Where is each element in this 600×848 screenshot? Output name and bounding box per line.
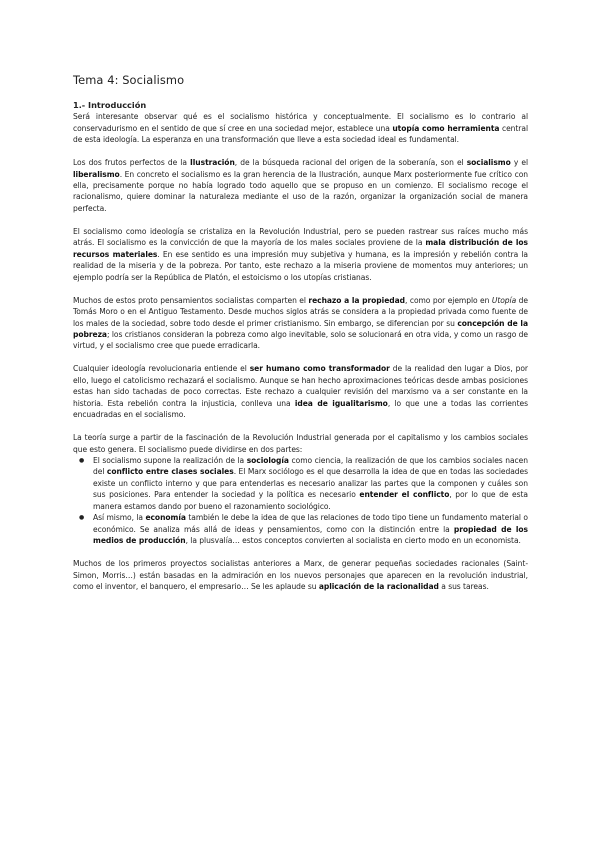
bold-emphasis: utopía como herramienta	[392, 123, 500, 133]
text-run: Así mismo, la	[93, 513, 146, 523]
text-run: Cualquier ideología revolucionaria entiende el	[73, 364, 250, 374]
bold-emphasis: aplicación de la racionalidad	[318, 582, 439, 592]
text-run: de Tomás Moro o en el Antiguo Testamento. Desde muchos siglos atrás se considera a la propiedad privada como fuente de los males de la sociedad, sobre todo desde el primer cristianismo. Sin embargo, se diferencian por su	[73, 295, 528, 328]
text-run: La teoría surge a partir de la fascinación de la Revolución Industrial generada por el capitalismo y los cambios sociales que esto genera. El socialismo puede dividirse en dos partes:	[73, 433, 528, 454]
bold-emphasis: rechazo a la propiedad	[308, 295, 406, 305]
text-run: también le debe la idea de que las relaciones de todo tipo tiene un fundamento material o económico. Se analiza más allá de ideas y pensamientos, como con la distinción entre la	[93, 513, 528, 534]
bold-emphasis: Ilustración	[190, 158, 235, 168]
text-run: , por lo que de esta manera estamos dando por bueno el razonamiento sociológico.	[93, 490, 528, 511]
text-run: ; los cristianos consideran la pobreza como algo inevitable, solo se solucionará en otra vida, y como un rasgo de virtud, y el socialismo cree que puede erradicarla.	[73, 329, 528, 351]
document-title: Tema 4: Socialismo	[73, 73, 185, 87]
paragraph	[73, 226, 528, 283]
text-run: Será interesante observar qué es el socialismo histórica y conceptualmente. El socialismo es lo contrario al conservadurismo en el sentido de que sí cree en una sociedad mejor, establece una	[73, 112, 528, 133]
bold-emphasis: mala distribución de los recursos materiales	[73, 238, 528, 259]
section-title: 1.- Introducción	[73, 100, 147, 110]
bold-emphasis: liberalismo	[73, 169, 120, 179]
paragraph	[73, 558, 528, 592]
italic-emphasis: Utopía	[491, 295, 517, 305]
text-run: central de esta ideología. La esperanza en una transformación que lleve a esta sociedad ideal es fundamental.	[73, 123, 528, 145]
document-page	[73, 73, 528, 604]
paragraph	[73, 111, 528, 145]
paragraph	[73, 157, 528, 214]
text-run: de la realidad den lugar a Dios, por ello, luego el catolicismo rechazará el socialismo. Aunque se han hecho aproximaciones teóricas desde ambas posiciones estas han sido tachadas de poco correctas. Este rechazo a cualquier revisión del marxismo va a ser constante en la historia. Esta rebelión contra la injusticia, conlleva una	[73, 364, 528, 408]
text-run: , lo que une a todas las corrientes encuadradas en el socialismo.	[73, 398, 529, 420]
text-run: Los dos frutos perfectos de la	[73, 158, 191, 168]
text-run: . El Marx sociólogo es el que desarrolla la idea de que en todas las sociedades existe un conflicto interno y que para entenderlas es necesario analizar las partes que la componen y cuáles son sus posiciones. Para entender la sociedad y la política es necesario	[93, 467, 529, 500]
text-run: , la plusvalía… estos conceptos convierten al socialista en cierto modo en un economista.	[185, 536, 521, 546]
text-run: . En ese sentido es una impresión muy subjetiva y humana, es la impresión y rebelión contra la realidad de la miseria y de la pobreza. Por tanto, este rechazo a la miseria proviene de momentos muy anteriores; un ejemplo podría ser la República de Platón, el estoicismo o los utopías cristianas.	[73, 249, 528, 282]
text-run: Muchos de los primeros proyectos socialistas anteriores a Marx, de generar pequeñas sociedades racionales (Saint-Simon, Morris…) están basadas en la admiración en los nuevos personajes que aparecen en la revolución industrial, como el inventor, el banquero, el empresario… Se les aplaude su	[73, 559, 528, 592]
bold-emphasis: entender el conflicto	[359, 490, 450, 500]
bold-emphasis: socialismo	[466, 158, 511, 168]
bold-emphasis: concepción de la pobreza	[73, 318, 528, 339]
text-run: . En concreto el socialismo es la gran herencia de la Ilustración, aunque Marx posteriormente fue crítico con ella, precisamente porque no había logrado todo aquello que se propuso en un comienzo. El socialismo recoge el racionalismo, quiere dominar la naturaleza mediante el uso de la razón, organizar la organización social de manera perfecta.	[73, 169, 528, 213]
bold-emphasis: sociología	[246, 456, 289, 466]
text-run: y el	[510, 158, 528, 168]
bold-emphasis: ser humano como transformador	[249, 364, 390, 374]
paragraph	[73, 432, 528, 455]
text-run: , de la búsqueda racional del origen de la soberanía, son el	[234, 158, 467, 168]
list-item	[93, 512, 528, 546]
bold-emphasis: propiedad de los medios de producción	[93, 524, 528, 546]
text-run: a sus tareas.	[438, 582, 489, 592]
text-run: como ciencia, la realización de que los cambios sociales nacen del	[93, 456, 528, 477]
bold-emphasis: economía	[145, 513, 186, 523]
text-run: , como por ejemplo en	[405, 295, 492, 305]
bold-emphasis: conflicto entre clases sociales	[106, 467, 234, 477]
bullet-list	[73, 455, 528, 547]
paragraph	[73, 295, 528, 352]
paragraph	[73, 363, 528, 420]
list-item	[93, 455, 528, 512]
text-run: Muchos de estos proto pensamientos socialistas comparten el	[73, 295, 309, 305]
bold-emphasis: idea de igualitarismo	[294, 398, 388, 408]
text-run: El socialismo como ideología se cristaliza en la Revolución Industrial, pero se pueden rastrear sus raíces mucho más atrás. El socialismo es la convicción de que la mayoría de los males sociales proviene de la	[73, 226, 528, 248]
text-run: El socialismo supone la realización de la	[93, 456, 247, 466]
